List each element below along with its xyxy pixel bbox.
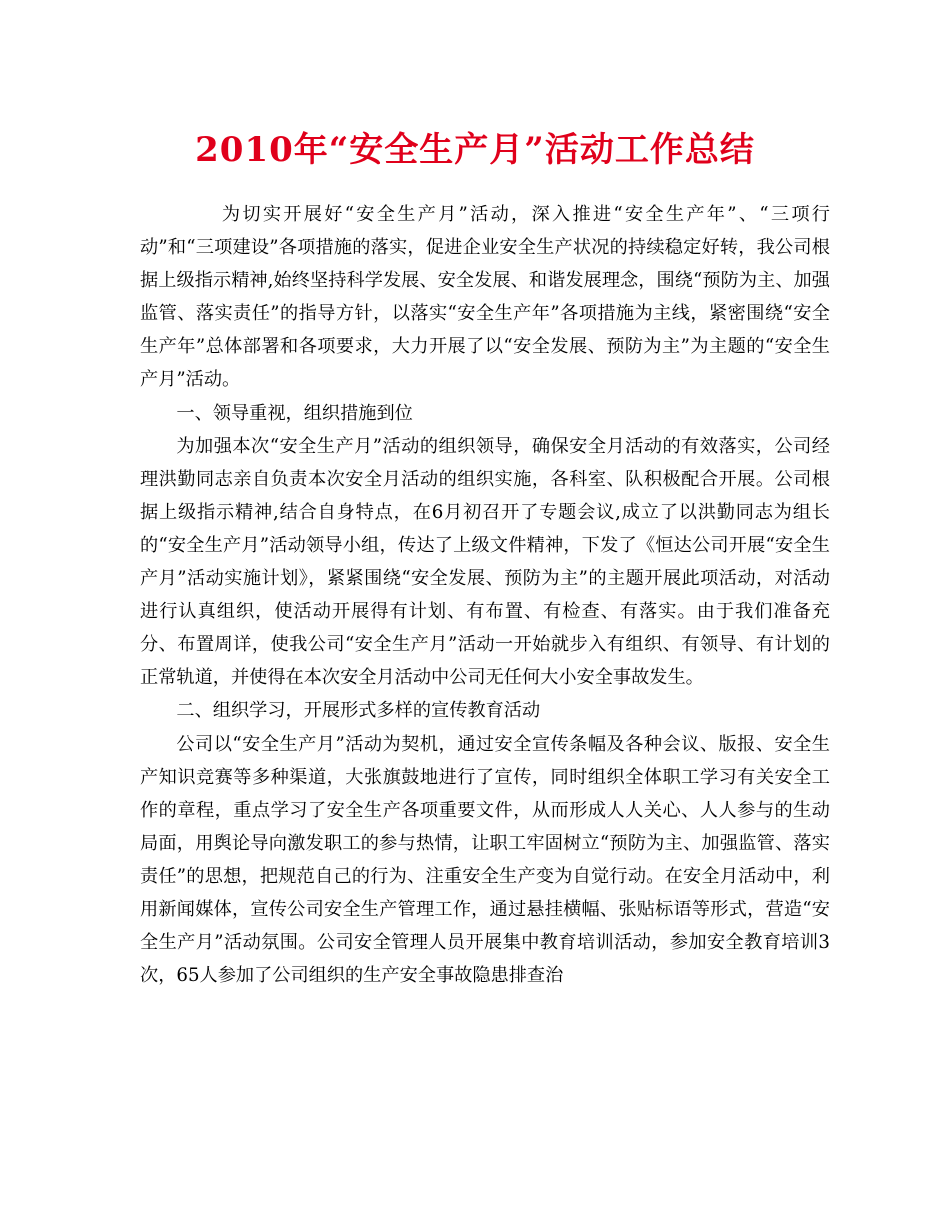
- document-body: [140, 198, 830, 992]
- section-2-heading: 二、组织学习，开展形式多样的宣传教育活动: [176, 700, 541, 722]
- document-title: 2010年“安全生产月”活动工作总结: [195, 130, 755, 170]
- section-2-paragraph: 公司以“安全生产月”活动为契机，通过安全宣传条幅及各种会议、版报、安全生产知识竞赛等多种渠道，大张旗鼓地进行了宣传，同时组织全体职工学习有关安全工作的章程，重点学习了安全生产各项重要文件，从而形成人人关心、人人参与的生动局面，用舆论导向激发职工的参与热情，让职工牢固树立“预防为主、加强监管、落实责任”的思想，把规范自己的行为、注重安全生产变为自觉行动。在安全月活动中，利用新闻媒体，宣传公司安全生产管理工作，通过悬挂横幅、张贴标语等形式，营造“安全生产月”活动氛围。公司安全管理人员开展集中教育培训活动，参加安全教育培训3次，65人参加了公司组织的生产安全事故隐患排查治: [140, 733, 830, 987]
- section-1-heading: 一、领导重视，组织措施到位: [176, 402, 413, 424]
- intro-paragraph: 为切实开展好“安全生产月”活动，深入推进“安全生产年”、“三项行动”和“三项建设”各项措施的落实，促进企业安全生产状况的持续稳定好转，我公司根据上级指示精神,始终坚持科学发展、安全发展、和谐发展理念，围绕“预防为主、加强监管、落实责任”的指导方针，以落实“安全生产年”各项措施为主线，紧密围绕“安全生产年”总体部署和各项要求，大力开展了以“安全发展、预防为主”为主题的“安全生产月”活动。: [140, 204, 830, 391]
- section-1-paragraph: 为加强本次“安全生产月”活动的组织领导，确保安全月活动的有效落实，公司经理洪勤同志亲自负责本次安全月活动的组织实施，各科室、队积极配合开展。公司根据上级指示精神,结合自身特点，在6月初召开了专题会议,成立了以洪勤同志为组长的“安全生产月”活动领导小组，传达了上级文件精神，下发了《恒达公司开展“安全生产月”活动实施计划》，紧紧围绕“安全发展、预防为主”的主题开展此项活动，对活动进行认真组织，使活动开展得有计划、有布置、有检查、有落实。由于我们准备充分、布置周详，使我公司“安全生产月”活动一开始就步入有组织、有领导、有计划的正常轨道，并使得在本次安全月活动中公司无任何大小安全事故发生。: [140, 435, 830, 689]
